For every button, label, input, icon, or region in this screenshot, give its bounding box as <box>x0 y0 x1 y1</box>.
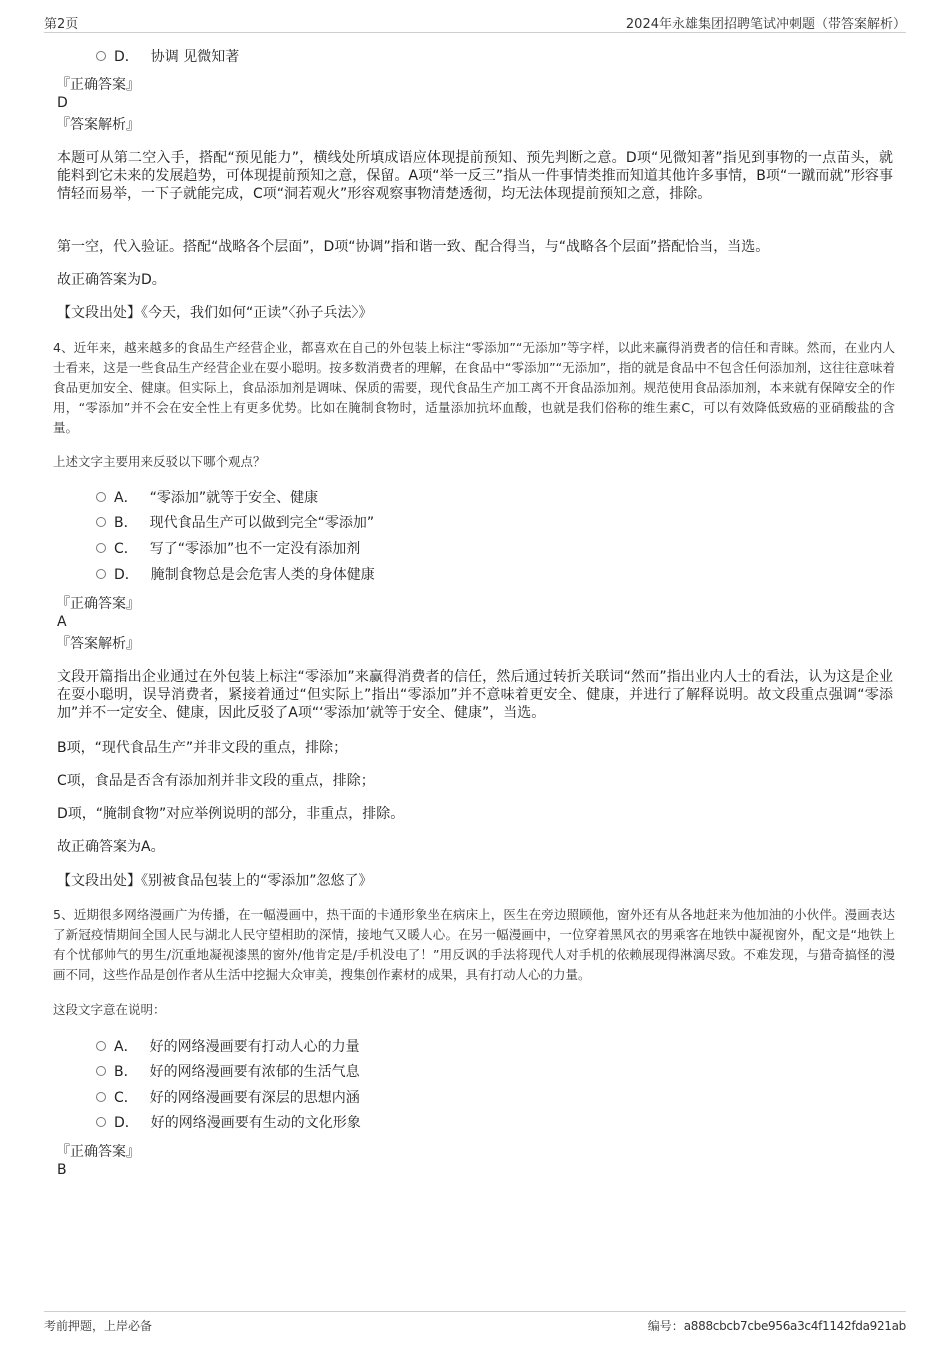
q4-stem: 4、近年来，越来越多的食品生产经营企业，都喜欢在自己的外包装上标注“零添加”“无添加”等字样，以此来赢得消费者的信任和青睐。然而，在业内人士看来，这是一些食品生产经营企业在耍小聪明。按多数消费者的理解，在食品中“零添加”“无添加”，指的就是食品中不包含任何添加剂，这往往意味着食品更加安全、健康。但实际上，食品添加剂是调味、保质的需要，现代食品生产加工离不开食品添加剂。规范使用食品添加剂，本来就有保障安全的作用，“零添加”并不会在安全性上有更多优势。比如在腌制食物时，适量添加抗坏血酸，也就是我们俗称的维生素C，可以有效降低致癌的亚硝酸盐的含量。 <box>53 340 895 435</box>
q4-analysis-paragraph-5: 故正确答案为A。 <box>57 839 165 855</box>
q4-source: 【文段出处】《别被食品包装上的“零添加”忽悠了》 <box>57 873 373 889</box>
option-text: 写了“零添加”也不一定没有添加剂 <box>149 541 361 557</box>
option-text: 好的网络漫画要有深层的思想内涵 <box>149 1090 360 1106</box>
page-footer <box>44 1311 906 1336</box>
q3-analysis-paragraph-3: 故正确答案为D。 <box>57 272 166 288</box>
radio-icon[interactable] <box>96 569 106 579</box>
q4-analysis-paragraph-2: B项，“现代食品生产”并非文段的重点，排除； <box>57 740 348 756</box>
option-text: 协调 见微知著 <box>150 49 240 65</box>
option-letter: B． <box>114 515 138 531</box>
radio-icon[interactable] <box>96 1066 106 1076</box>
option-letter: D． <box>114 1115 139 1131</box>
q5-correct-answer: B <box>57 1162 67 1178</box>
option-text: “零添加”就等于安全、健康 <box>149 490 319 506</box>
option-letter: B． <box>114 1064 138 1080</box>
q4-analysis-label: 『答案解析』 <box>56 636 140 652</box>
q3-analysis-paragraph-1: 本题可从第二空入手，搭配“预见能力”，横线处所填成语应体现提前预知、预先判断之意。D项“见微知著”指见到事物的一点苗头，就能料到它未来的发展趋势，可体现提前预知之意，保留。A项“举一反三”指从一件事情类推而知道其他许多事情，B项“一蹴而就”形容事情轻而易举，一下子就能完成，C项“洞若观火”形容观察事物清楚透彻，均无法体现提前预知之意，排除。 <box>57 150 893 202</box>
q5-option-d[interactable] <box>96 1113 361 1133</box>
option-letter: D． <box>114 567 139 583</box>
q5-prompt: 这段文字意在说明： <box>53 1002 166 1017</box>
option-letter: D． <box>114 49 139 65</box>
q3-correct-label: 『正确答案』 <box>56 77 140 93</box>
q4-correct-answer: A <box>57 614 67 630</box>
radio-icon[interactable] <box>96 492 106 502</box>
radio-icon[interactable] <box>96 517 106 527</box>
q5-option-b[interactable] <box>96 1062 360 1082</box>
q4-analysis-paragraph-1: 文段开篇指出企业通过在外包装上标注“零添加”来赢得消费者的信任，然后通过转折关联词“然而”指出业内人士的看法，认为这是企业在耍小聪明，误导消费者，紧接着通过“但实际上”指出“零添加”并不意味着更安全、健康，并进行了解释说明。故文段重点强调“零添加”并不一定安全、健康，因此反驳了A项“‘零添加’就等于安全、健康”，当选。 <box>57 669 893 721</box>
radio-icon[interactable] <box>96 1041 106 1051</box>
option-letter: C． <box>114 541 138 557</box>
q4-option-b[interactable] <box>96 513 374 533</box>
q3-analysis-label: 『答案解析』 <box>56 117 140 133</box>
q5-correct-label: 『正确答案』 <box>56 1144 140 1160</box>
q4-option-d[interactable] <box>96 565 375 585</box>
q4-correct-label: 『正确答案』 <box>56 596 140 612</box>
option-text: 好的网络漫画要有生动的文化形象 <box>150 1115 361 1131</box>
q3-source: 【文段出处】《今天，我们如何“正读”〈孙子兵法〉》 <box>57 305 373 321</box>
option-text: 现代食品生产可以做到完全“零添加” <box>149 515 375 531</box>
q5-option-a[interactable] <box>96 1037 360 1057</box>
radio-icon[interactable] <box>96 51 106 61</box>
document-title: 2024年永雄集团招聘笔试冲刺题（带答案解析） <box>625 17 906 32</box>
page-number: 第2页 <box>44 17 79 32</box>
option-letter: A． <box>114 1039 138 1055</box>
footer-tagline: 考前押题，上岸必备 <box>44 1319 153 1333</box>
radio-icon[interactable] <box>96 1092 106 1102</box>
option-letter: A． <box>114 490 138 506</box>
q4-analysis-paragraph-3: C项，食品是否含有添加剂并非文段的重点，排除； <box>57 773 375 789</box>
option-letter: C． <box>114 1090 138 1106</box>
q3-option-d[interactable] <box>96 47 239 67</box>
radio-icon[interactable] <box>96 1117 106 1127</box>
page-header <box>44 10 906 33</box>
q4-option-a[interactable] <box>96 488 318 508</box>
code-label: 编号： <box>647 1319 684 1333</box>
code-value: a888cbcb7cbe956a3c4f1142fda921ab <box>683 1319 906 1333</box>
q5-option-c[interactable] <box>96 1088 360 1108</box>
q4-prompt: 上述文字主要用来反驳以下哪个观点？ <box>53 454 266 469</box>
q5-stem: 5、近期很多网络漫画广为传播，在一幅漫画中，热干面的卡通形象坐在病床上，医生在旁边照顾他，窗外还有从各地赶来为他加油的小伙伴。漫画表达了新冠疫情期间全国人民与湖北人民守望相助的深情，接地气又暖人心。在另一幅漫画中，一位穿着黑风衣的男乘客在地铁中凝视窗外，配文是“地铁上有个忧郁帅气的男生/沉重地凝视漆黑的窗外/他肯定是/手机没电了！”用反讽的手法将现代人对手机的依赖展现得淋漓尽致。不难发现，与猎奇搞怪的漫画不同，这些作品是创作者从生活中挖掘大众审美，搜集创作素材的成果，具有打动人心的力量。 <box>53 907 895 982</box>
document-code <box>648 1317 906 1334</box>
option-text: 好的网络漫画要有浓郁的生活气息 <box>149 1064 360 1080</box>
q3-analysis-paragraph-2: 第一空，代入验证。搭配“战略各个层面”，D项“协调”指和谐一致、配合得当，与“战略各个层面”搭配恰当，当选。 <box>57 239 770 255</box>
option-text: 好的网络漫画要有打动人心的力量 <box>149 1039 360 1055</box>
option-text: 腌制食物总是会危害人类的身体健康 <box>150 567 375 583</box>
q4-option-c[interactable] <box>96 539 360 559</box>
radio-icon[interactable] <box>96 543 106 553</box>
q4-analysis-paragraph-4: D项，“腌制食物”对应举例说明的部分，非重点，排除。 <box>57 806 405 822</box>
q3-correct-answer: D <box>57 95 68 111</box>
